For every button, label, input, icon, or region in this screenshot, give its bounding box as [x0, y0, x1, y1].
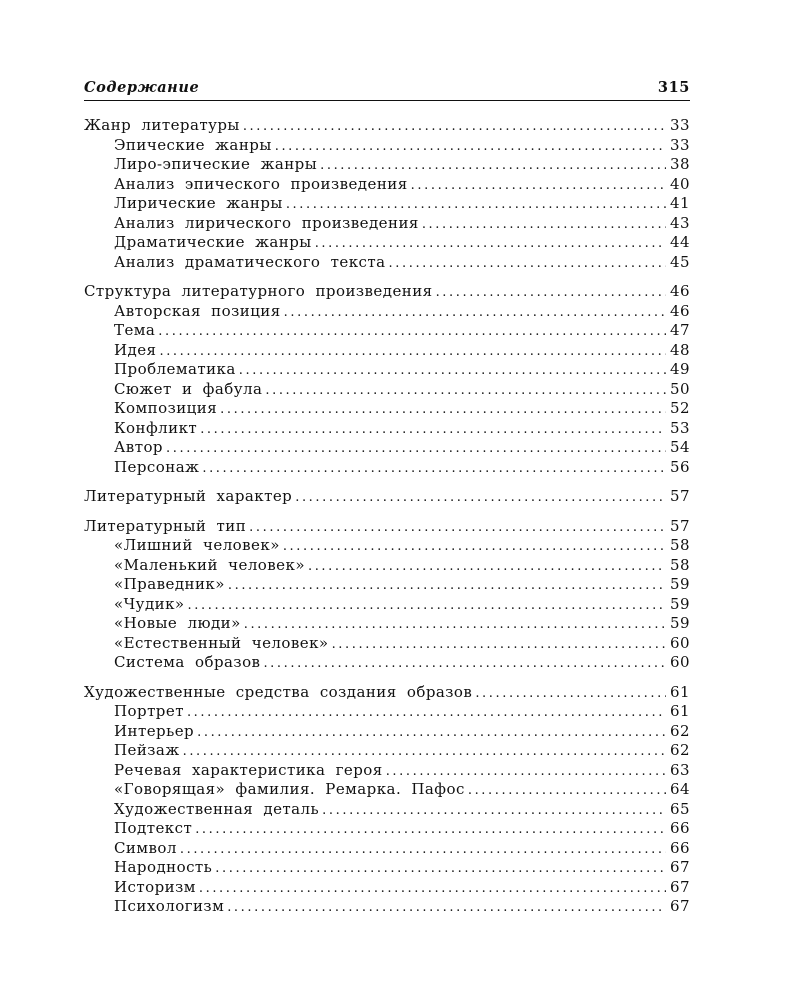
dot-leader [228, 576, 666, 596]
dot-leader [199, 879, 666, 899]
dot-leader [159, 342, 666, 362]
toc-subentry-label: Лиро-эпические жанры [114, 155, 318, 173]
toc-subentry [84, 702, 690, 722]
toc-subentry [84, 536, 690, 556]
toc-subentry-label: Персонаж [114, 457, 200, 476]
dot-leader [227, 898, 666, 918]
toc-subentry-label: «Естественный человек» [114, 633, 329, 652]
toc-page-number: 62 [670, 721, 690, 740]
toc-subentry-label: Историзм [114, 877, 196, 896]
toc-page-number: 50 [670, 379, 690, 398]
toc-page-number: 63 [670, 760, 690, 779]
toc-subentry [84, 214, 690, 234]
dot-leader [422, 215, 666, 235]
dot-leader [320, 156, 666, 176]
toc-page-number: 61 [670, 682, 690, 701]
dot-leader [284, 303, 666, 323]
dot-leader [389, 254, 666, 274]
dot-leader [411, 176, 666, 196]
toc-section-entry [84, 517, 690, 537]
toc-subentry-label: «Новые люди» [114, 614, 241, 632]
toc-subentry-label: Речевая характеристика героя [114, 760, 383, 779]
table-of-contents [84, 116, 690, 927]
toc-subentry-label: Интерьер [114, 721, 195, 740]
toc-page-number: 47 [670, 321, 690, 339]
toc-subentry [84, 438, 690, 458]
dot-leader [202, 459, 666, 479]
toc-subentry-label: Пейзаж [114, 741, 180, 759]
dot-leader [166, 439, 666, 459]
dot-leader [187, 703, 666, 723]
toc-subentry-label: «Говорящая» фамилия. Ремарка. Пафос [114, 780, 465, 798]
toc-subentry [84, 302, 690, 322]
toc-page-number: 41 [670, 194, 690, 212]
dot-leader [249, 518, 666, 538]
dot-leader [197, 723, 666, 743]
toc-page-number: 58 [670, 536, 690, 554]
toc-subentry-label: Анализ эпического произведения [114, 174, 408, 193]
toc-section [84, 116, 690, 272]
dot-leader [283, 537, 666, 557]
toc-subentry [84, 722, 690, 742]
toc-subentry-label: Психологизм [114, 897, 225, 915]
toc-section-entry [84, 116, 690, 136]
dot-leader [286, 195, 666, 215]
toc-page-number: 49 [670, 360, 690, 378]
toc-page-number: 33 [670, 116, 690, 134]
toc-section-title: Жанр литературы [84, 116, 240, 134]
toc-section-title: Литературный тип [84, 516, 247, 535]
toc-subentry [84, 419, 690, 439]
toc-section [84, 282, 690, 477]
toc-subentry-label: «Чудик» [114, 594, 185, 613]
dot-leader [308, 557, 666, 577]
dot-leader [188, 596, 666, 616]
toc-subentry-label: Драматические жанры [114, 233, 312, 251]
toc-page-number: 43 [670, 213, 690, 232]
running-header [84, 79, 690, 99]
toc-subentry-label: Анализ лирического произведения [114, 213, 419, 232]
toc-page-number: 60 [670, 633, 690, 652]
toc-page-number: 59 [670, 575, 690, 593]
dot-leader [386, 762, 666, 782]
toc-subentry [84, 634, 690, 654]
toc-subentry-label: Композиция [114, 399, 218, 417]
toc-subentry [84, 399, 690, 419]
toc-subentry-label: Символ [114, 838, 177, 857]
dot-leader [263, 654, 666, 674]
dot-leader [322, 801, 666, 821]
toc-subentry [84, 321, 690, 341]
toc-subentry [84, 253, 690, 273]
toc-page-number: 57 [670, 516, 690, 535]
dot-leader [332, 635, 666, 655]
toc-subentry [84, 653, 690, 673]
toc-subentry [84, 595, 690, 615]
toc-subentry [84, 341, 690, 361]
toc-subentry-label: Проблематика [114, 360, 236, 378]
toc-section [84, 517, 690, 673]
toc-subentry [84, 556, 690, 576]
dot-leader [195, 820, 666, 840]
toc-subentry-label: Народность [114, 858, 213, 876]
dot-leader [244, 615, 666, 635]
toc-page-number: 46 [670, 301, 690, 320]
toc-page-number: 52 [670, 399, 690, 417]
toc-page-number: 59 [670, 614, 690, 632]
toc-section-entry [84, 487, 690, 507]
toc-subentry [84, 897, 690, 917]
toc-subentry [84, 458, 690, 478]
toc-subentry [84, 741, 690, 761]
dot-leader [200, 420, 666, 440]
toc-subentry-label: Эпические жанры [114, 135, 272, 154]
toc-page-number: 67 [670, 858, 690, 876]
toc-section-entry [84, 683, 690, 703]
toc-subentry-label: Художественная деталь [114, 799, 320, 818]
toc-subentry-label: Автор [114, 438, 163, 456]
toc-subentry [84, 858, 690, 878]
toc-page-number: 62 [670, 741, 690, 759]
dot-leader [183, 742, 666, 762]
dot-leader [436, 283, 666, 303]
toc-section [84, 683, 690, 917]
toc-subentry [84, 819, 690, 839]
toc-subentry [84, 360, 690, 380]
toc-subentry [84, 780, 690, 800]
toc-subentry-label: «Лишний человек» [114, 536, 280, 554]
dot-leader [180, 840, 666, 860]
toc-subentry [84, 800, 690, 820]
toc-subentry [84, 878, 690, 898]
toc-subentry-label: Лирические жанры [114, 194, 283, 212]
toc-section-title: Структура литературного произведения [84, 282, 433, 300]
toc-subentry-label: Подтекст [114, 819, 193, 837]
dot-leader [475, 684, 666, 704]
dot-leader [468, 781, 666, 801]
dot-leader [158, 322, 666, 342]
dot-leader [239, 361, 666, 381]
toc-page-number: 45 [670, 252, 690, 271]
toc-page-number: 61 [670, 702, 690, 720]
toc-page-number: 53 [670, 418, 690, 437]
toc-subentry [84, 839, 690, 859]
toc-subentry-label: Анализ драматического текста [114, 252, 386, 271]
toc-subentry-label: Конфликт [114, 418, 198, 437]
toc-page-number: 66 [670, 838, 690, 857]
toc-page-number: 67 [670, 897, 690, 915]
toc-subentry [84, 761, 690, 781]
toc-section-title: Литературный характер [84, 487, 293, 505]
toc-subentry-label: «Праведник» [114, 575, 225, 593]
toc-page-number: 38 [670, 155, 690, 173]
toc-page-number: 57 [670, 487, 690, 505]
toc-section [84, 487, 690, 507]
toc-page-number: 59 [670, 594, 690, 613]
toc-subentry [84, 380, 690, 400]
toc-subentry-label: Сюжет и фабула [114, 379, 263, 398]
toc-page-number: 44 [670, 233, 690, 251]
toc-page-number: 67 [670, 877, 690, 896]
running-header-title: Содержание [84, 79, 200, 96]
toc-page-number: 46 [670, 282, 690, 300]
dot-leader [215, 859, 666, 879]
toc-page-number: 64 [670, 780, 690, 798]
toc-subentry [84, 614, 690, 634]
toc-page-number: 66 [670, 819, 690, 837]
toc-subentry-label: Система образов [114, 653, 261, 671]
toc-page-number: 56 [670, 457, 690, 476]
toc-subentry [84, 175, 690, 195]
toc-subentry [84, 233, 690, 253]
toc-subentry-label: Тема [114, 321, 156, 339]
toc-page-number: 65 [670, 799, 690, 818]
toc-subentry [84, 575, 690, 595]
toc-page-number: 54 [670, 438, 690, 456]
toc-page-number: 48 [670, 340, 690, 359]
page-number: 315 [657, 79, 690, 96]
dot-leader [295, 488, 666, 508]
dot-leader [220, 400, 666, 420]
toc-subentry [84, 136, 690, 156]
dot-leader [315, 234, 666, 254]
toc-subentry [84, 155, 690, 175]
toc-subentry-label: Портрет [114, 702, 184, 720]
toc-subentry-label: Авторская позиция [114, 301, 281, 320]
toc-subentry [84, 194, 690, 214]
toc-page-number: 58 [670, 555, 690, 574]
dot-leader [243, 117, 666, 137]
toc-section-entry [84, 282, 690, 302]
toc-page-number: 33 [670, 135, 690, 154]
toc-subentry-label: «Маленький человек» [114, 555, 305, 574]
toc-page-number: 60 [670, 653, 690, 671]
dot-leader [265, 381, 666, 401]
dot-leader [275, 137, 666, 157]
header-rule [84, 100, 690, 101]
toc-section-title: Художественные средства создания образов [84, 682, 473, 701]
toc-page-number: 40 [670, 174, 690, 193]
toc-subentry-label: Идея [114, 340, 157, 359]
